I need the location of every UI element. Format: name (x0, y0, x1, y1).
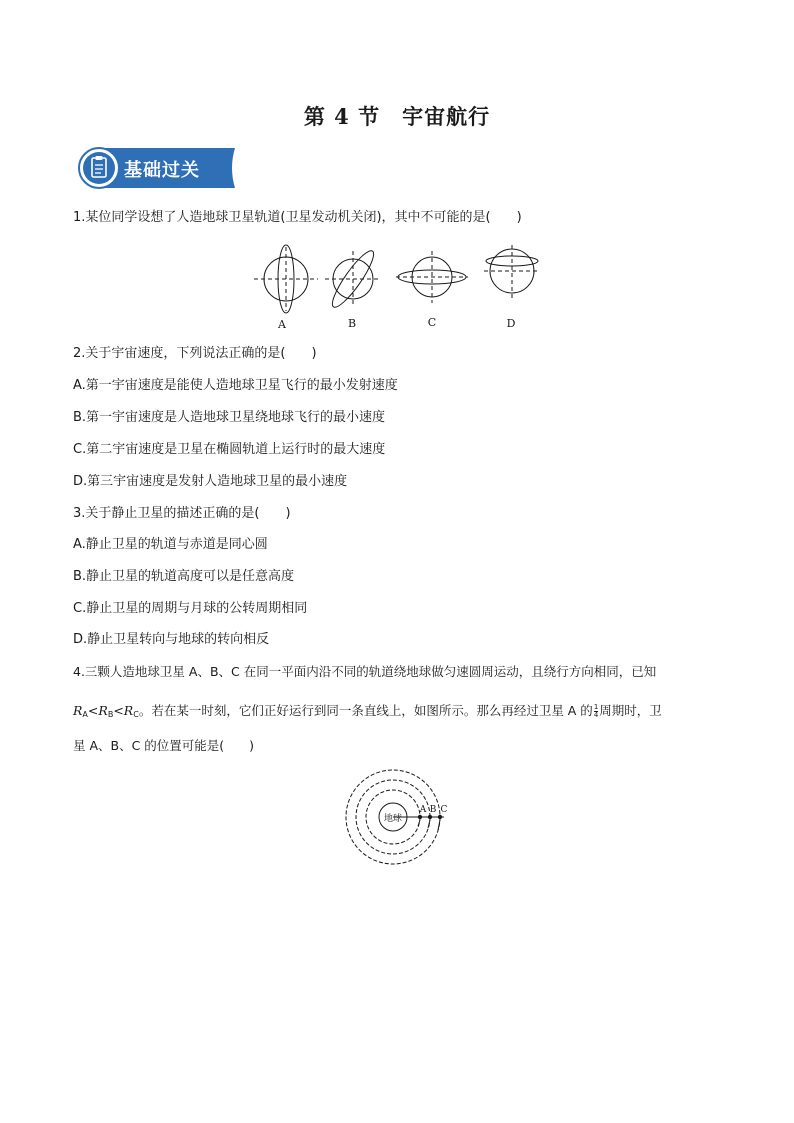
figure-label-b: B (347, 317, 357, 330)
q4-stem-line3: 星 A、B、C 的位置可能是( ) (73, 738, 255, 753)
q1-orbit-figure (250, 243, 550, 335)
lt-sign-1: < (87, 703, 99, 718)
r-a-sub: A (82, 710, 88, 719)
lt-sign-2: < (113, 703, 124, 718)
fraction-numerator: 1 (593, 703, 599, 711)
q2-option-c: C.第二宇宙速度是卫星在椭圆轨道上运行时的最大速度 (73, 442, 386, 457)
q2-stem: 2.关于宇宙速度，下列说法正确的是( ) (73, 346, 317, 361)
direction-arrows (418, 820, 440, 830)
orbit-option-b (325, 247, 381, 312)
q4-stem-line2-end: 周期时，卫 (599, 703, 662, 718)
r-b-sub: B (107, 710, 114, 719)
q3-option-b: B.静止卫星的轨道高度可以是任意高度 (73, 569, 295, 584)
figure-label-d: D (506, 317, 516, 330)
q1-stem: 1.某位同学设想了人造地球卫星轨道(卫星发动机关闭)，其中不可能的是( ) (73, 210, 522, 225)
orbit-option-d (484, 245, 540, 299)
q2-option-d: D.第三宇宙速度是发射人造地球卫星的最小速度 (73, 474, 348, 489)
fraction-denominator: 4 (593, 711, 599, 719)
q2-option-a: A.第一宇宙速度是能使人造地球卫星飞行的最小发射速度 (73, 378, 398, 393)
r-b: R (98, 703, 108, 718)
orbit-option-a (254, 245, 318, 313)
earth-label: 地球 (383, 814, 403, 824)
r-c: R (123, 703, 134, 718)
satellite-c (438, 815, 442, 819)
q4-stem-line2-rest: 。若在某一时刻，它们正好运行到同一条直线上，如图所示。那么再经过卫星 A 的 (138, 703, 593, 718)
satellite-a (418, 815, 422, 819)
orbit-option-c (396, 251, 468, 303)
q2-option-b: B.第一宇宙速度是人造地球卫星绕地球飞行的最小速度 (73, 410, 386, 425)
q4-stem-line2 (73, 702, 662, 724)
q3-option-c: C.静止卫星的周期与月球的公转周期相同 (73, 601, 308, 616)
page-title: 第 4 节 宇宙航行 (303, 104, 491, 129)
sat-label-a: A (419, 805, 427, 815)
q4-orbit-figure (340, 768, 456, 866)
sat-label-b: B (429, 805, 437, 815)
q3-option-a: A.静止卫星的轨道与赤道是同心圆 (73, 537, 268, 552)
r-c-sub: C (133, 710, 139, 719)
q4-stem-line1: 4.三颗人造地球卫星 A、B、C 在同一平面内沿不同的轨道绕地球做匀速圆周运动，且绕行方向相同，已知 (73, 664, 657, 679)
q3-stem: 3.关于静止卫星的描述正确的是( ) (73, 506, 291, 521)
sat-label-c: C (440, 805, 448, 815)
figure-label-a: A (278, 318, 286, 331)
section-banner-label: 基础过关 (124, 160, 200, 181)
fraction-quarter (594, 704, 598, 719)
q3-option-d: D.静止卫星转向与地球的转向相反 (73, 632, 270, 647)
r-a: R (73, 703, 83, 718)
satellite-b (428, 815, 432, 819)
figure-label-c: C (427, 316, 437, 329)
